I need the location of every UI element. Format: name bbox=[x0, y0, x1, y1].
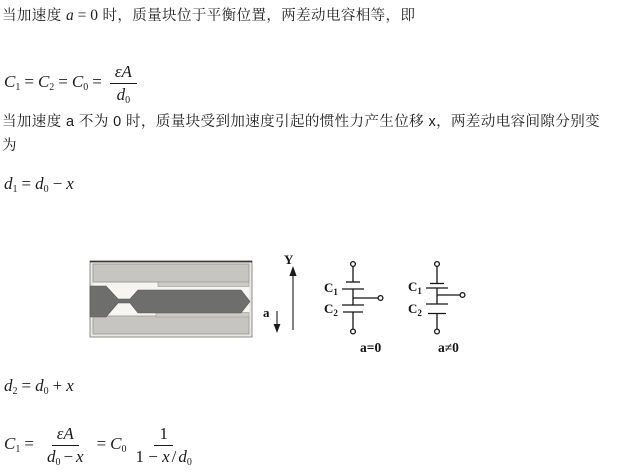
circuit-caption-an0: a≠0 bbox=[438, 340, 459, 355]
acceleration-indicator bbox=[263, 305, 280, 333]
capacitor-circuit-displaced bbox=[408, 262, 465, 355]
capacitor-c2-label: $C_2$ bbox=[324, 301, 338, 318]
term-x: x bbox=[66, 376, 74, 395]
text-line: 当加速度 a 不为 0 时，质量块受到加速度引起的惯性力产生位移 x，两差动电容间隙分别变 bbox=[2, 114, 601, 130]
paragraph-acceleration-nonzero bbox=[2, 110, 600, 158]
terminal-mid-icon bbox=[378, 296, 383, 301]
fraction-eA-d0-minus-x bbox=[42, 424, 89, 467]
fraction-one-over bbox=[131, 424, 197, 467]
equals: = bbox=[24, 434, 34, 454]
capacitor-circuit-balanced bbox=[324, 262, 383, 355]
accelerometer-structure-diagram bbox=[90, 261, 252, 337]
capacitor-c2-label: $C_2$ bbox=[408, 301, 422, 318]
math-equals-zero: = 0 bbox=[73, 7, 99, 24]
term-x: x bbox=[66, 174, 74, 193]
text-run: 时，质量块位于平衡位置，两差动电容相等，即 bbox=[98, 8, 416, 24]
equals: = bbox=[21, 174, 32, 193]
equals: = bbox=[21, 376, 32, 395]
electrode-strip-top bbox=[158, 282, 249, 287]
formula-capacitance-equal bbox=[4, 62, 141, 105]
circuit-caption-a0: a=0 bbox=[360, 340, 382, 355]
term-c0: $C_0$ bbox=[110, 434, 127, 456]
denominator: $d_0$ bbox=[116, 85, 131, 106]
numerator: 1 bbox=[154, 424, 173, 446]
equals: = bbox=[58, 72, 68, 92]
term-d0: $d_0$ bbox=[35, 376, 49, 397]
term-c2: $C_2$ bbox=[37, 72, 55, 94]
term-c1: $C_1$ bbox=[4, 434, 21, 456]
formula-gap-d1 bbox=[4, 174, 74, 194]
formula-gap-d2 bbox=[4, 376, 74, 396]
text-line: 为 bbox=[2, 138, 17, 154]
terminal-top-icon bbox=[351, 262, 356, 267]
acceleration-label: a bbox=[263, 305, 270, 320]
terminal-top-icon bbox=[435, 262, 440, 267]
terminal-bottom-icon bbox=[435, 329, 440, 334]
equals: = bbox=[92, 72, 102, 92]
denominator: $d_0 - x$ bbox=[46, 447, 84, 468]
terminal-mid-icon bbox=[460, 293, 465, 298]
fraction-eA-d0 bbox=[110, 62, 137, 105]
math-var-a: a bbox=[66, 7, 74, 24]
figure-accelerometer bbox=[60, 243, 480, 363]
capacitor-c1-label: $C_1$ bbox=[408, 279, 422, 296]
term-d0: $d_0$ bbox=[35, 174, 49, 195]
top-electrode-bar bbox=[93, 264, 249, 282]
denominator: $1 - x / d_0$ bbox=[135, 447, 192, 468]
paragraph-acceleration-zero bbox=[2, 4, 415, 28]
equals: = bbox=[96, 434, 107, 454]
minus-sign: − bbox=[52, 174, 63, 193]
capacitor-c1-label: $C_1$ bbox=[324, 280, 338, 297]
y-axis bbox=[284, 252, 297, 330]
term-c1: $C_1$ bbox=[4, 72, 21, 94]
numerator: εA bbox=[52, 424, 79, 446]
term-d1: $d_1$ bbox=[4, 174, 18, 195]
acceleration-arrowhead-icon bbox=[274, 324, 281, 333]
equals: = bbox=[24, 72, 34, 92]
terminal-bottom-icon bbox=[351, 329, 356, 334]
formula-capacitance-c1 bbox=[4, 424, 201, 467]
y-axis-label: Y bbox=[284, 252, 294, 267]
y-axis-arrowhead-icon bbox=[289, 266, 296, 276]
plus-sign: + bbox=[52, 376, 63, 395]
term-c0: $C_0$ bbox=[71, 72, 89, 94]
text-run: 当加速度 bbox=[2, 8, 67, 24]
bottom-electrode-bar bbox=[93, 316, 249, 334]
term-d2: $d_2$ bbox=[4, 376, 18, 397]
numerator: εA bbox=[110, 62, 137, 84]
